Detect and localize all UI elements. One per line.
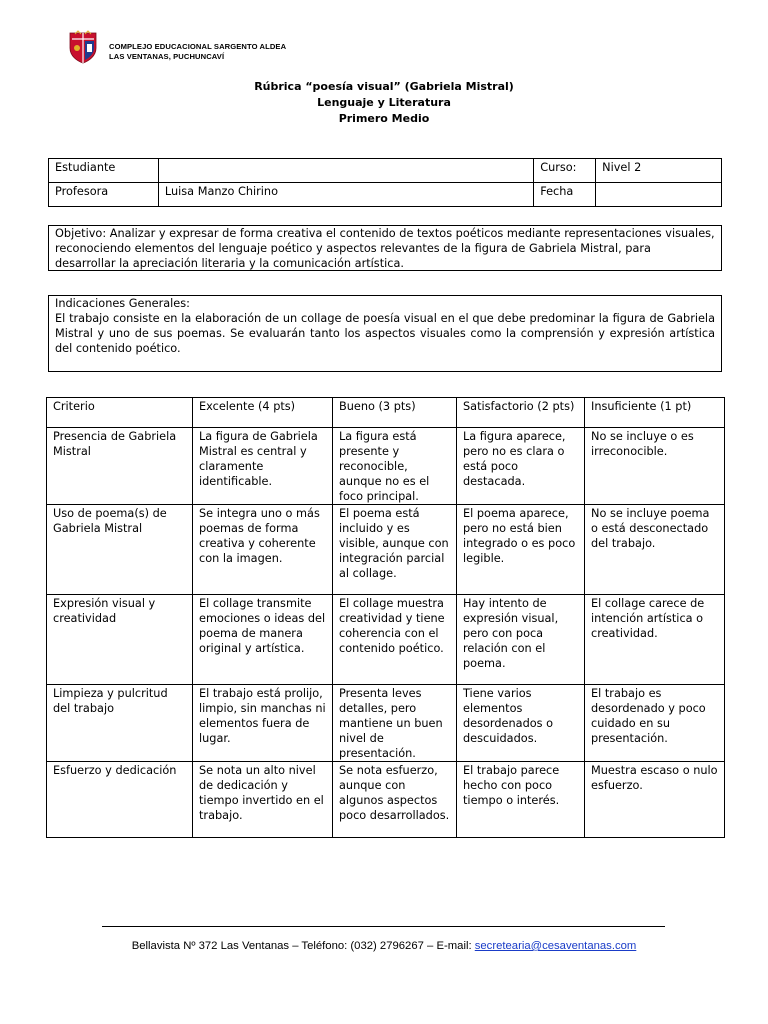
school-crest-logo (66, 30, 100, 64)
good-cell: El poema está incluido y es visible, aunque con integración parcial al collage. (333, 505, 457, 595)
satisfactory-cell: Hay intento de expresión visual, pero con poca relación con el poema. (457, 595, 585, 685)
rubric-row (47, 762, 725, 838)
document-title (0, 79, 768, 127)
insufficient-cell: El collage carece de intención artística o creatividad. (585, 595, 725, 685)
excellent-cell: El trabajo está prolijo, limpio, sin manchas ni elementos fuera de lugar. (193, 685, 333, 762)
good-cell: Presenta leves detalles, pero mantiene un buen nivel de presentación. (333, 685, 457, 762)
header-criterion: Criterio (47, 398, 193, 428)
student-row (49, 159, 722, 183)
header-excellent: Excelente (4 pts) (193, 398, 333, 428)
title-line-1: Rúbrica “poesía visual” (Gabriela Mistral) (254, 80, 514, 93)
good-cell: La figura está presente y reconocible, aunque no es el foco principal. (333, 428, 457, 505)
good-cell: Se nota esfuerzo, aunque con algunos aspectos poco desarrollados. (333, 762, 457, 838)
satisfactory-cell: Tiene varios elementos desordenados o descuidados. (457, 685, 585, 762)
school-name-block (109, 42, 286, 61)
insufficient-cell: El trabajo es desordenado y poco cuidado en su presentación. (585, 685, 725, 762)
criterion-cell: Esfuerzo y dedicación (47, 762, 193, 838)
excellent-cell: La figura de Gabriela Mistral es central y claramente identificable. (193, 428, 333, 505)
rubric-row (47, 595, 725, 685)
date-label: Fecha (534, 183, 596, 207)
satisfactory-cell: El trabajo parece hecho con poco tiempo o interés. (457, 762, 585, 838)
footer-divider (102, 926, 665, 927)
instructions-box (48, 295, 722, 372)
student-field[interactable] (158, 159, 533, 183)
student-label: Estudiante (49, 159, 159, 183)
teacher-field: Luisa Manzo Chirino (158, 183, 533, 207)
rubric-row (47, 428, 725, 505)
criterion-cell: Expresión visual y creatividad (47, 595, 193, 685)
instructions-heading: Indicaciones Generales: (55, 297, 190, 310)
criterion-cell: Presencia de Gabriela Mistral (47, 428, 193, 505)
rubric-header-row (47, 398, 725, 428)
footer (0, 940, 768, 952)
student-info-table (48, 158, 722, 207)
satisfactory-cell: La figura aparece, pero no es clara o está poco destacada. (457, 428, 585, 505)
objective-box (48, 225, 722, 271)
insufficient-cell: Muestra escaso o nulo esfuerzo. (585, 762, 725, 838)
instructions-body: El trabajo consiste en la elaboración de un collage de poesía visual en el que debe predominar la figura de Gabriela Mistral y uno de sus poemas. Se evaluarán tanto los aspectos visuales como la comprensión y expresión artística del contenido poético. (55, 312, 715, 355)
excellent-cell: Se integra uno o más poemas de forma creativa y coherente con la imagen. (193, 505, 333, 595)
criterion-cell: Limpieza y pulcritud del trabajo (47, 685, 193, 762)
objective-text: Objetivo: Analizar y expresar de forma creativa el contenido de textos poéticos mediante representaciones visuales, reconociendo elementos del lenguaje poético y aspectos relevantes de la figura de Gabriela Mistral, para desarrollar la apreciación literaria y la comunicación artística. (55, 227, 715, 270)
teacher-row (49, 183, 722, 207)
course-label: Curso: (534, 159, 596, 183)
rubric-table (46, 397, 725, 838)
insufficient-cell: No se incluye o es irreconocible. (585, 428, 725, 505)
school-location: LAS VENTANAS, PUCHUNCAVÍ (109, 51, 225, 61)
rubric-row (47, 685, 725, 762)
footer-address: Bellavista Nº 372 Las Ventanas – Teléfono: (032) 2796267 – E-mail: (131, 940, 475, 952)
school-name: COMPLEJO EDUCACIONAL SARGENTO ALDEA (109, 42, 287, 51)
good-cell: El collage muestra creatividad y tiene coherencia con el contenido poético. (333, 595, 457, 685)
email-link[interactable]: secretearia@cesaventanas.com (474, 940, 637, 952)
teacher-label: Profesora (49, 183, 159, 207)
insufficient-cell: No se incluye poema o está desconectado del trabajo. (585, 505, 725, 595)
header-satisfactory: Satisfactorio (2 pts) (457, 398, 585, 428)
date-field[interactable] (596, 183, 722, 207)
header-good: Bueno (3 pts) (333, 398, 457, 428)
excellent-cell: Se nota un alto nivel de dedicación y tiempo invertido en el trabajo. (193, 762, 333, 838)
title-line-2: Lenguaje y Literatura (317, 96, 451, 109)
course-field[interactable]: Nivel 2 (596, 159, 722, 183)
title-line-3: Primero Medio (338, 112, 430, 125)
criterion-cell: Uso de poema(s) de Gabriela Mistral (47, 505, 193, 595)
rubric-row (47, 505, 725, 595)
excellent-cell: El collage transmite emociones o ideas del poema de manera original y artística. (193, 595, 333, 685)
satisfactory-cell: El poema aparece, pero no está bien integrado o es poco legible. (457, 505, 585, 595)
header-insufficient: Insuficiente (1 pt) (585, 398, 725, 428)
